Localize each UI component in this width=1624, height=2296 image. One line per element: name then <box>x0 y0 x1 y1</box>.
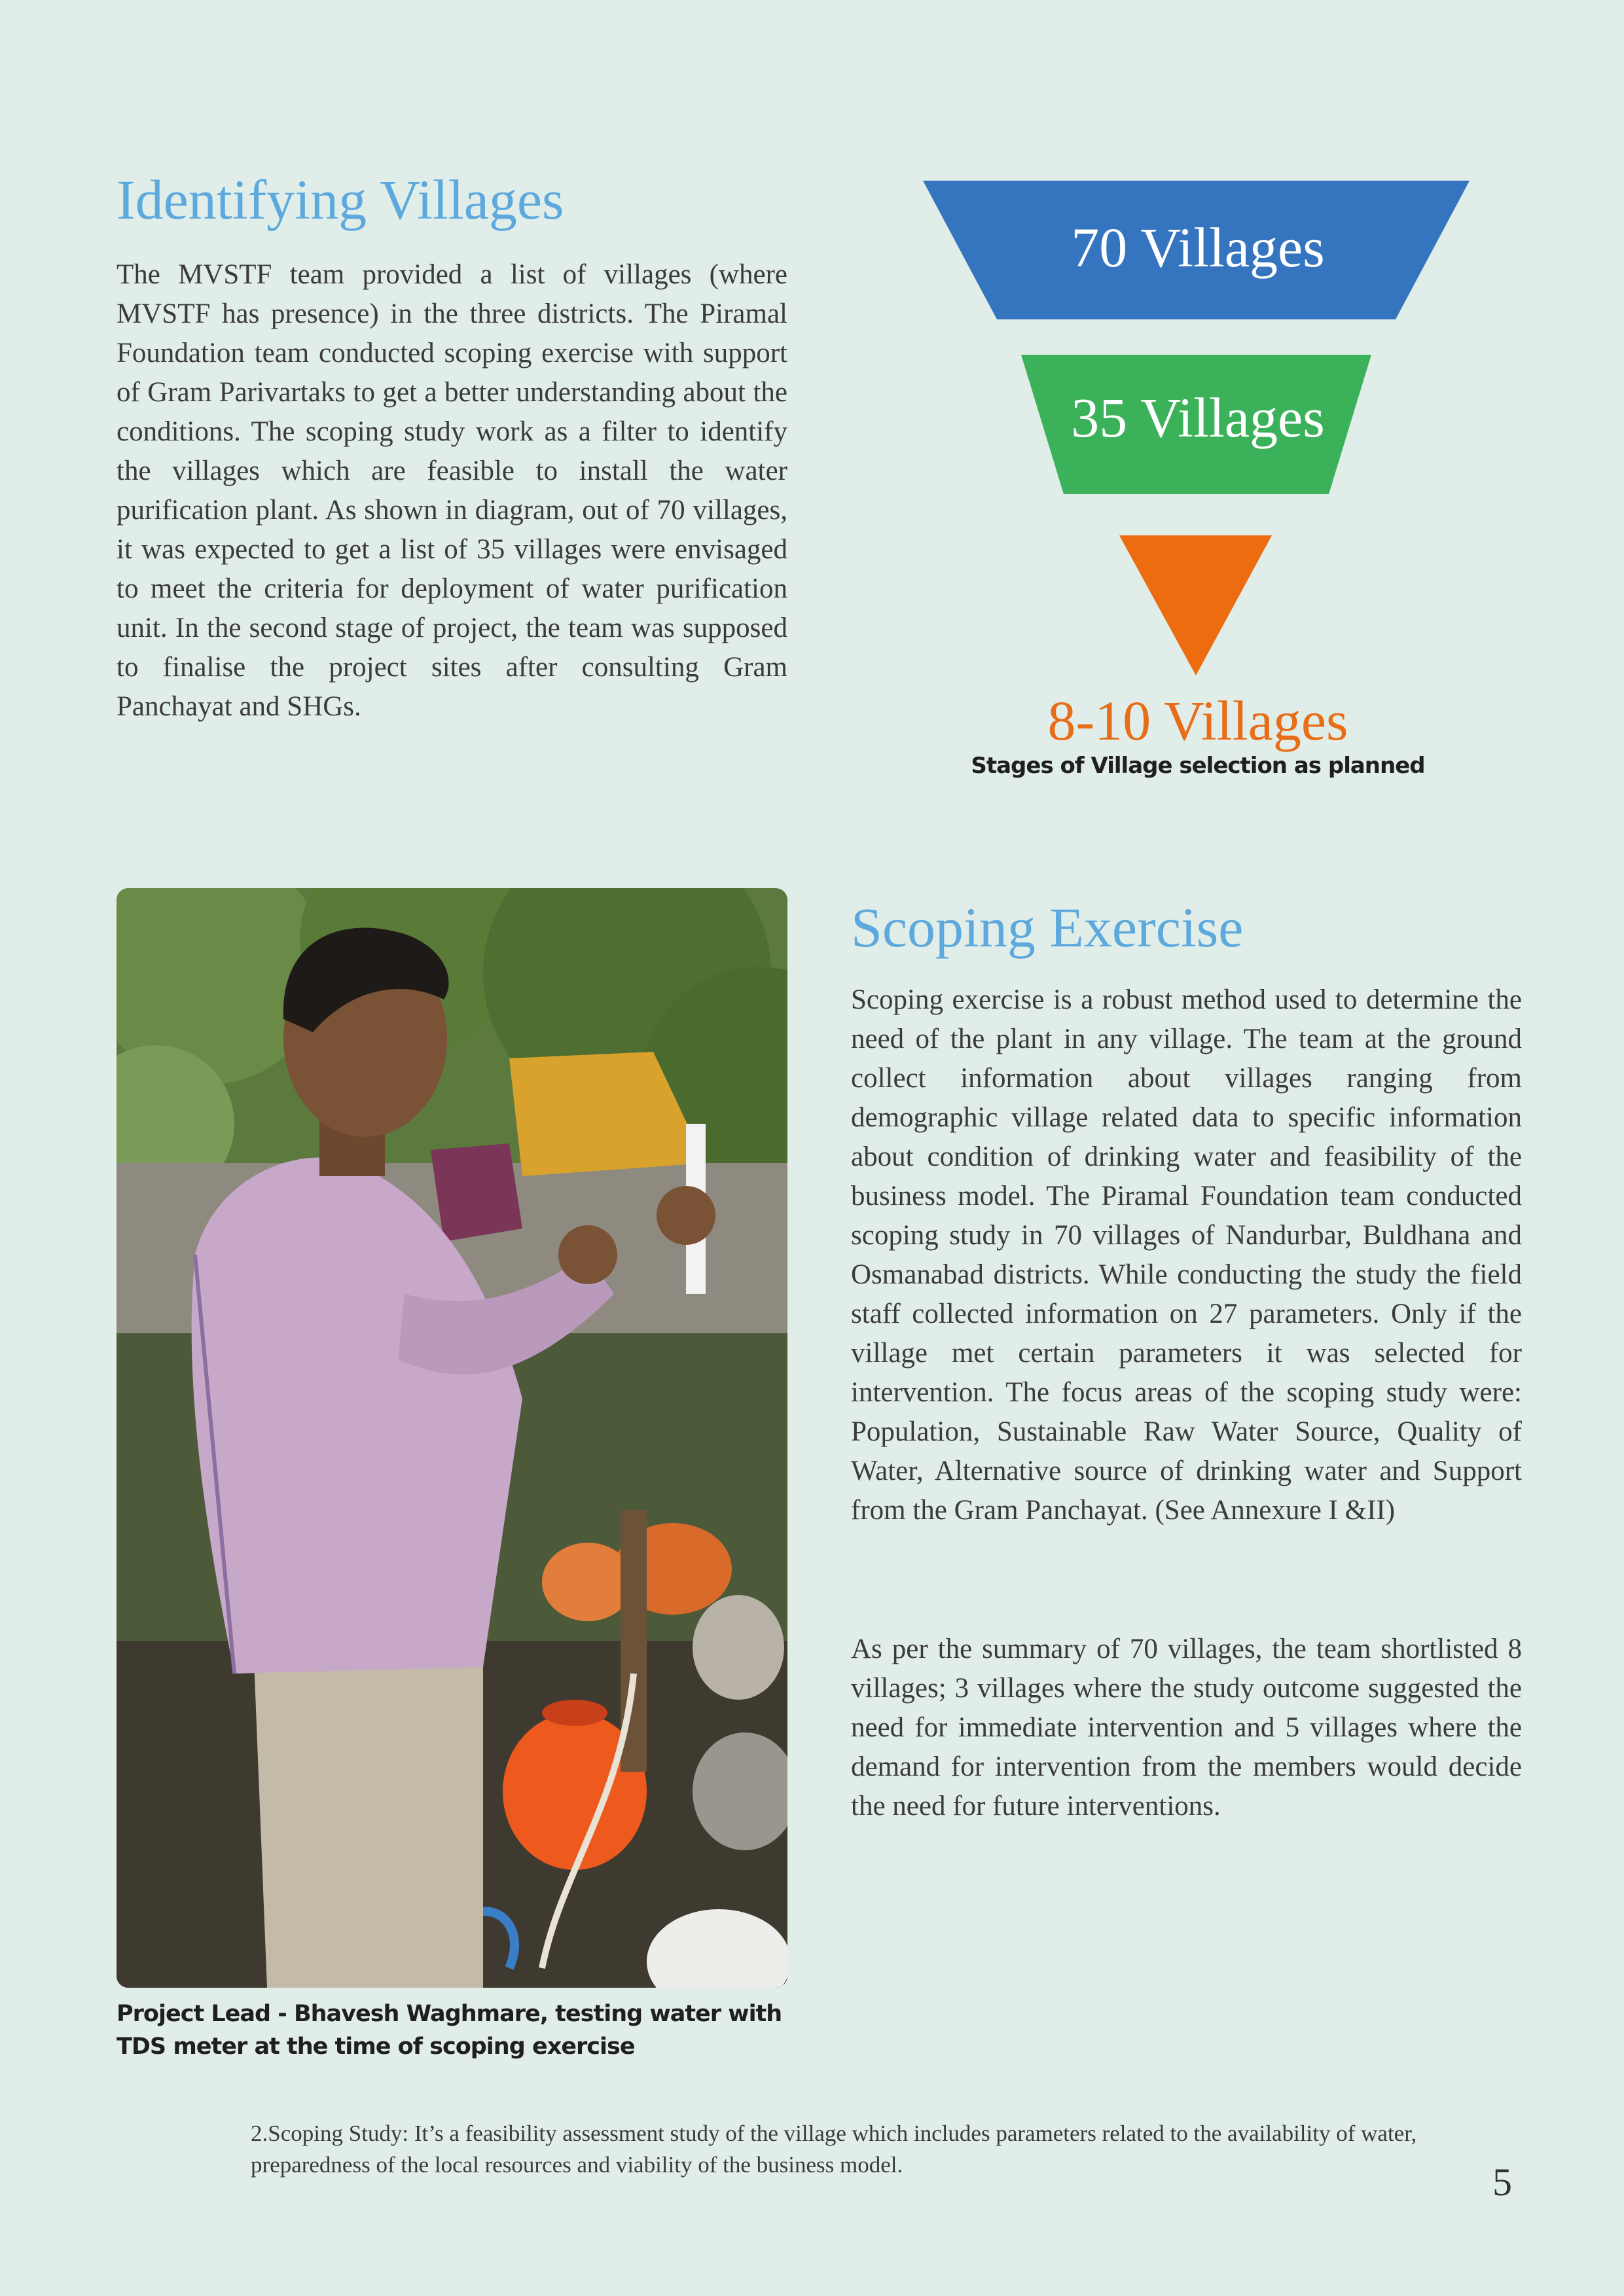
photo-illustration <box>117 888 787 1988</box>
funnel-stage-1-label: 70 Villages <box>1071 216 1325 279</box>
scoping-summary-paragraph: As per the summary of 70 villages, the team shortlisted 8 villages; 3 villages where the study outcome suggested the need for immediate intervention and 5 villages where the demand for intervention from the members would decide the need for future interventions. <box>851 1634 1522 1821</box>
funnel-stage-3-label: 8-10 Villages <box>1047 689 1348 752</box>
section-heading-scoping-exercise: Scoping Exercise <box>851 896 1244 959</box>
footnote: 2.Scoping Study: It’s a feasibility assessment study of the village which includes parameters related to the availability of water, preparedness of the local resources and viability of the business model. <box>251 2121 1417 2178</box>
identifying-villages-paragraph: The MVSTF team provided a list of villages (where MVSTF has presence) in the three districts. The Piramal Foundation team conducted scoping exercise with support of Gram Parivartaks to get a better understanding about the conditions. The scoping study work as a filter to identify the villages which are feasible to install the water purification plant. As shown in diagram, out of 70 villages, it was expected to get a list of 35 villages were envisaged to meet the criteria for deployment of water purification unit. In the second stage of project, the team was supposed to finalise the project sites after consulting Gram Panchayat and SHGs. <box>117 259 787 722</box>
photo-water-testing <box>117 888 787 1988</box>
photo-caption: Project Lead - Bhavesh Waghmare, testing water with TDS meter at the time of scoping exercise <box>117 2001 782 2060</box>
funnel-caption: Stages of Village selection as planned <box>971 753 1425 779</box>
section-heading-identifying-villages: Identifying Villages <box>117 168 564 231</box>
village-selection-funnel <box>903 177 1492 805</box>
funnel-stage-3 <box>1119 535 1272 675</box>
scoping-exercise-paragraph: Scoping exercise is a robust method used to determine the need of the plant in any village. The team at the ground collect information about villages ranging from demographic village related data to specific information about condition of drinking water and feasibility of the business model. The Piramal Foundation team conducted scoping study in 70 villages of Nandurbar, Buldhana and Osmanabad districts. While conducting the study the field staff collected information on 27 parameters. Only if the village met certain parameters it was selected for intervention. The focus areas of the scoping study were: Population, Sustainable Raw Water Source, Quality of Water, Alternative source of drinking water and Support from the Gram Panchayat. (See Annexure I &II) <box>851 984 1522 1526</box>
page-number: 5 <box>1492 2161 1512 2204</box>
funnel-stage-2-label: 35 Villages <box>1071 386 1325 449</box>
